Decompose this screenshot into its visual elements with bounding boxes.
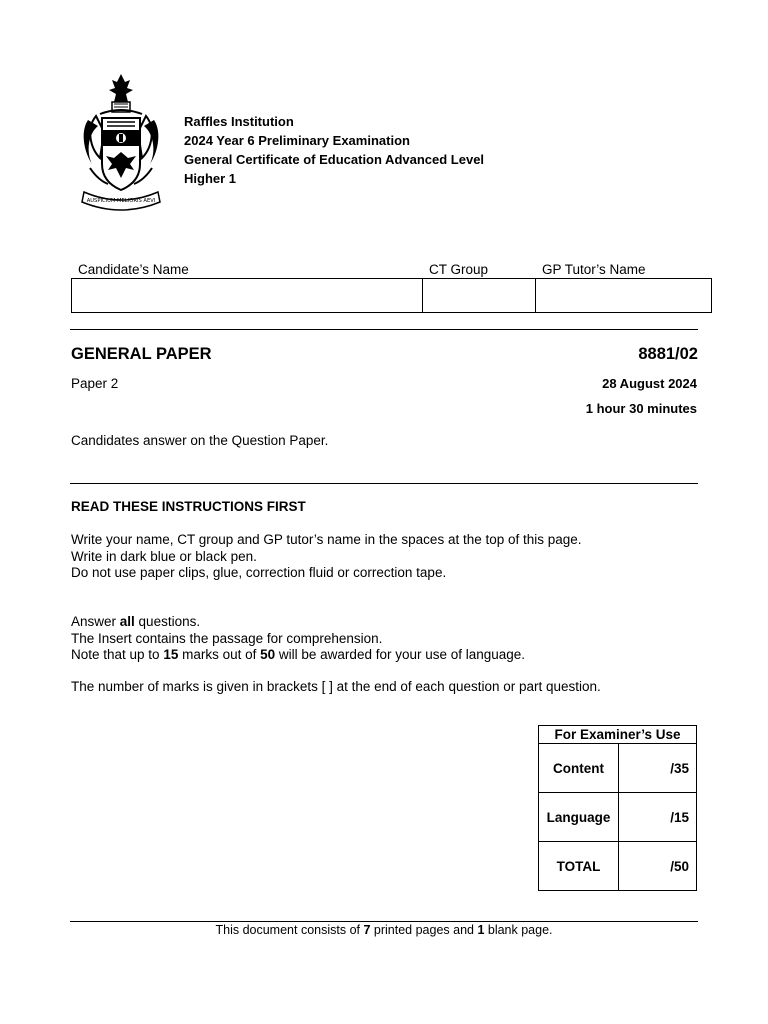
- candidate-name-field[interactable]: [72, 279, 423, 312]
- divider-footer: [70, 921, 698, 922]
- content-label: Content: [539, 744, 619, 793]
- candidate-details-box: [71, 278, 712, 313]
- instruction-line-2: Write in dark blue or black pen.: [71, 548, 257, 564]
- language-score: /15: [619, 793, 697, 842]
- divider-middle: [70, 483, 698, 484]
- school-crest-logo: [78, 72, 164, 212]
- paper-code: 8881/02: [638, 345, 698, 363]
- paper-title: GENERAL PAPER: [71, 345, 212, 363]
- page-count-footer: This document consists of 7 printed pages and 1 blank page.: [215, 923, 553, 937]
- ct-group-field[interactable]: [423, 279, 536, 312]
- instructions-block: [71, 532, 582, 582]
- instruction-line-3: Do not use paper clips, glue, correction fluid or correction tape.: [71, 565, 447, 580]
- level-name: Higher 1: [184, 171, 237, 186]
- gp-tutor-field[interactable]: [536, 279, 711, 312]
- paper-number: Paper 2: [71, 376, 119, 391]
- instruction-line-1: Write your name, CT group and GP tutor’s name in the spaces at the top of this page.: [71, 532, 582, 547]
- institution-name: Raffles Institution: [184, 114, 294, 129]
- gp-tutor-label: GP Tutor’s Name: [542, 262, 646, 277]
- exam-name: 2024 Year 6 Preliminary Examination: [184, 133, 410, 148]
- instructions-heading: READ THESE INSTRUCTIONS FIRST: [71, 499, 306, 514]
- table-row: [539, 793, 697, 842]
- language-marks-line: Note that up to 15 marks out of 50 will be awarded for your use of language.: [71, 647, 526, 662]
- crest-motto: AUSPICIUM MELIORIS AEVI: [86, 198, 156, 204]
- ct-group-label: CT Group: [429, 262, 489, 277]
- candidate-name-label: Candidate’s Name: [78, 262, 189, 277]
- total-label: TOTAL: [539, 842, 619, 891]
- answer-line: Answer all questions.: [71, 614, 201, 629]
- exam-date: 28 August 2024: [602, 376, 697, 391]
- header-block: [184, 112, 484, 188]
- exam-duration: 1 hour 30 minutes: [585, 401, 697, 416]
- total-score: /50: [619, 842, 697, 891]
- examiner-table-heading: For Examiner’s Use: [539, 726, 697, 744]
- answer-block: [71, 614, 525, 664]
- examiner-use-table: [538, 725, 697, 891]
- table-row: [539, 744, 697, 793]
- brackets-line: The number of marks is given in brackets [ ] at the end of each question or part question.: [71, 679, 601, 694]
- divider-top: [70, 329, 698, 330]
- table-row: [539, 842, 697, 891]
- certificate-name: General Certificate of Education Advanced Level: [184, 152, 485, 167]
- language-label: Language: [539, 793, 619, 842]
- insert-line: The Insert contains the passage for comprehension.: [71, 630, 383, 646]
- answer-on-note: Candidates answer on the Question Paper.: [71, 433, 329, 448]
- content-score: /35: [619, 744, 697, 793]
